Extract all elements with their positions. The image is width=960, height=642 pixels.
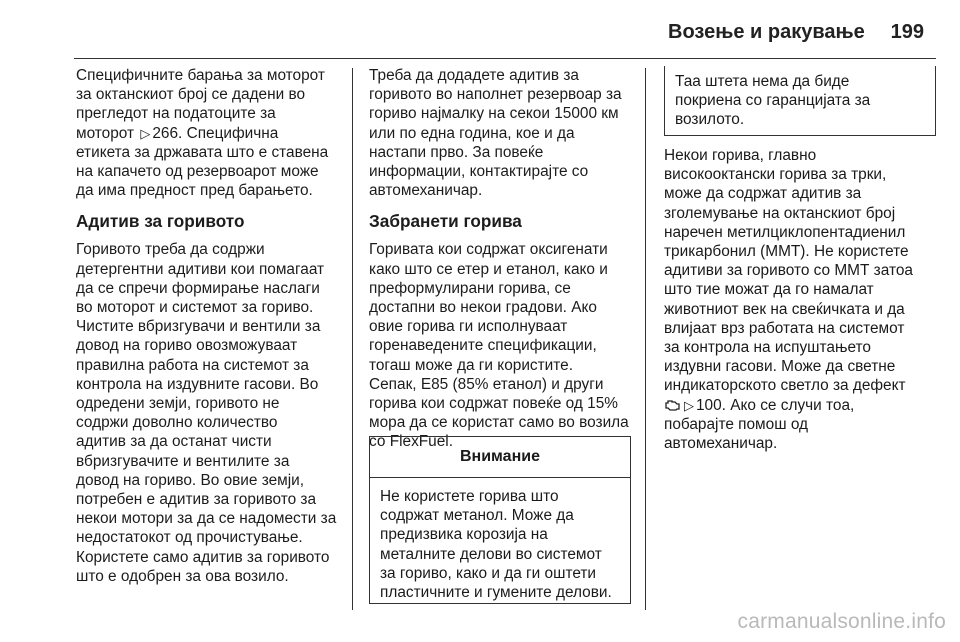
text-line: горенаведените спецификации, — [369, 337, 597, 355]
column-2 — [369, 66, 635, 452]
text-line: вбризгувачите и вентилите за — [76, 452, 290, 470]
text-line: да се спречи формирање наслаги — [76, 279, 320, 297]
text-line: Не користете горива што — [380, 488, 559, 505]
text-line: во моторот и системот за гориво. — [76, 299, 314, 317]
column-divider-2 — [645, 68, 646, 610]
text-line: содржат метанол. Може да — [380, 507, 574, 525]
text-line: преформулирани горива, се — [369, 279, 571, 297]
text-line: за контрола на испуштањето — [664, 339, 871, 357]
text-line: Таа штета нема да биде — [675, 73, 850, 90]
text-line: зголемување на октанскиот број — [664, 204, 896, 222]
text-line: тогаш може да ги користите. — [369, 356, 573, 374]
warning-box — [369, 436, 631, 604]
text-line: контрола на издувните гасови. Во — [76, 375, 319, 393]
text-line: мора да се користат само во возила — [369, 414, 629, 432]
text-line: автомеханичар. — [369, 182, 483, 200]
text-line: возилото. — [675, 111, 745, 129]
text-line: Користете само адитив за горивото — [76, 548, 330, 566]
text-line: со FlexFuel. — [369, 433, 453, 451]
text-line: за октанскиот број се дадени во — [76, 86, 306, 104]
text-line: одредени земји, горивото не — [76, 395, 280, 413]
page-reference: 100. Ако се случи тоа, — [696, 396, 855, 414]
text-line: индикаторското светло за дефект — [664, 377, 906, 395]
text-line: автомеханичар. — [664, 435, 778, 453]
text-line: детергентни адитиви кои помагаат — [76, 260, 325, 278]
text-line: горивото во наполнет резервоар за — [369, 86, 622, 104]
text-line: информации, контактирајте со — [369, 163, 589, 181]
text-line: влијаат врз работата на системот — [664, 319, 905, 337]
text-line: некои мотори за да се надомести за — [76, 510, 337, 528]
page-reference: 266. Специфична — [152, 124, 279, 142]
warning-body — [370, 478, 630, 602]
warning-continuation-box — [664, 66, 936, 136]
text-line: за гориво, како и да ги оштети — [380, 564, 597, 582]
text-line: горива кои содржат повеќе од 15% — [369, 395, 618, 413]
text-line: трикарбонил (ММТ). Не користете — [664, 243, 909, 261]
text-line: покриена со гаранцијата за — [675, 92, 871, 110]
text-line: правилна работа на системот за — [76, 356, 309, 374]
text-line: адитив за да останат чисти — [76, 433, 272, 451]
text-line: на капачето од резервоарот може — [76, 163, 319, 181]
column-3 — [664, 146, 936, 453]
text-line: достапни во некои градови. Ако — [369, 299, 597, 317]
text-line: Специфичните барања за моторот — [76, 67, 325, 84]
text-line: пластичните и гумените делови. — [380, 584, 612, 602]
text-line: настапи прво. За повеќе — [369, 143, 544, 161]
text-line: Треба да додадете адитив за — [369, 67, 579, 84]
text-line: Чистите вбризгувачи и вентили за — [76, 318, 321, 336]
text-line: побарајте помош од — [664, 415, 809, 433]
text-line: адитиви за горивото со ММТ затоа — [664, 262, 913, 280]
text-line: Некои горива, главно — [664, 147, 817, 164]
page-number: 199 — [890, 21, 924, 43]
text-line: издувни гасови. Може да светне — [664, 358, 896, 376]
engine-check-icon — [664, 399, 680, 411]
text-line: да има предност пред барањето. — [76, 182, 313, 200]
text-line: високооктански горива за трки, — [664, 166, 887, 184]
text-line — [664, 396, 936, 415]
text-line: предизвика корозија на — [380, 526, 548, 544]
text-line: довод на гориво. Во овие земји, — [76, 471, 305, 489]
body-paragraph — [369, 240, 635, 451]
body-paragraph — [76, 240, 344, 586]
section-title: Возење и ракување — [668, 21, 865, 43]
watermark: carmanualsonline.info — [737, 610, 946, 633]
section-heading: Адитив за горивото — [76, 211, 245, 232]
column-divider-1 — [352, 68, 353, 610]
column-1 — [76, 66, 344, 586]
text-line: може да содржат адитив за — [664, 185, 862, 203]
text-line: како што се етер и етанол, како и — [369, 260, 608, 278]
text-line: содржи доволно количество — [76, 414, 278, 432]
section-heading: Забранети горива — [369, 211, 522, 232]
text-line: прегледот на податоците за — [76, 105, 276, 123]
text-line: животниот век на свеќичката и да — [664, 300, 905, 318]
text-line: Горивото треба да содржи — [76, 241, 265, 259]
text-line: Сепак, E85 (85% етанол) и други — [369, 375, 604, 393]
text-line: што е одобрен за ова возило. — [76, 567, 289, 585]
text-line: металните делови во системот — [380, 545, 602, 563]
intro-paragraph — [369, 66, 635, 200]
text-fragment: моторот — [76, 124, 135, 142]
reference-arrow-icon: ▷ — [140, 125, 151, 141]
text-line: недостатокот од прочистување. — [76, 529, 303, 547]
text-line: или по една година, кое и да — [369, 124, 575, 142]
text-line: што тие можат да го намалат — [664, 281, 874, 299]
text-line: Горивата кои содржат оксигенати — [369, 241, 608, 259]
text-line: овие горива ги исполнуваат — [369, 318, 568, 336]
header-rule — [74, 58, 936, 59]
reference-arrow-icon: ▷ — [684, 397, 694, 413]
text-line — [76, 124, 344, 143]
text-line: етикета за државата што е ставена — [76, 143, 329, 161]
intro-paragraph — [76, 66, 344, 200]
text-line: потребен е адитив за горивото за — [76, 491, 317, 509]
text-line: довод на гориво овозможуваат — [76, 337, 298, 355]
text-line: наречен метилциклопентадиенил — [664, 223, 906, 241]
text-line: гориво најмалку на секои 15000 км — [369, 105, 619, 123]
warning-title: Внимание — [370, 437, 630, 478]
